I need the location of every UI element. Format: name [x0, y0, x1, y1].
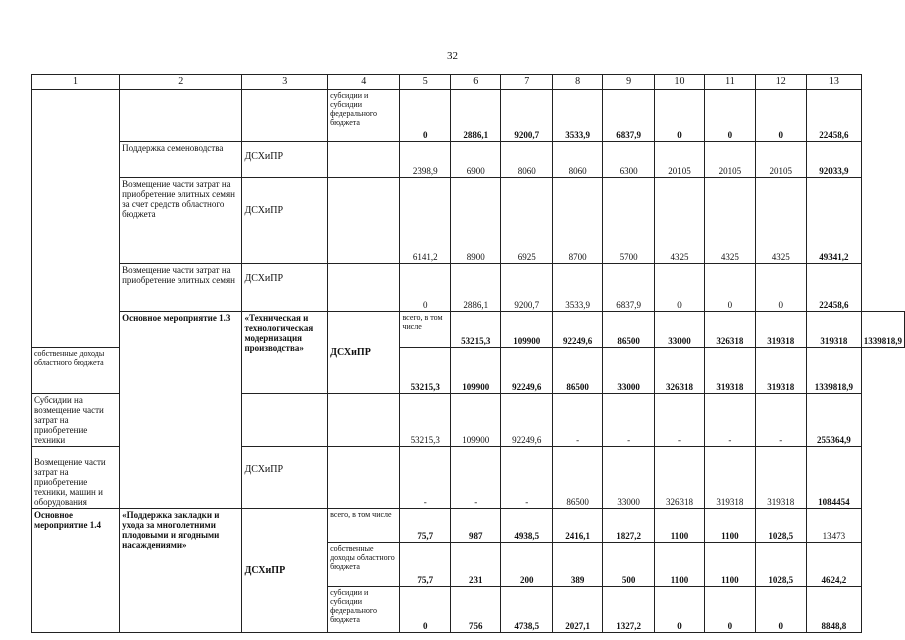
- value-cell: 92033,9: [807, 142, 862, 178]
- measure-name: «Поддержка закладки и ухода за многолетними плодовыми и ягодными насаждениями»: [120, 509, 242, 633]
- value-cell: 4325: [705, 178, 755, 264]
- value-cell: 756: [450, 587, 501, 633]
- source-cell: [328, 142, 400, 178]
- value-cell: 0: [705, 264, 755, 312]
- value-cell: 0: [400, 264, 451, 312]
- header-cell: 2: [120, 75, 242, 90]
- exec-cell: ДСХиПР: [242, 447, 328, 509]
- value-cell: 1100: [705, 509, 755, 543]
- value-cell: 2416,1: [552, 509, 603, 543]
- exec-cell: ДСХиПР: [242, 178, 328, 264]
- header-cell: 12: [755, 75, 806, 90]
- budget-table: [31, 74, 905, 633]
- value-cell: 326318: [705, 312, 755, 348]
- value-cell: 6900: [450, 142, 501, 178]
- measure-label: Основное мероприятие 1.3: [120, 312, 242, 509]
- value-cell: 4325: [755, 178, 806, 264]
- value-cell: 1028,5: [755, 543, 806, 587]
- value-cell: 53215,3: [400, 394, 451, 447]
- value-cell: 6837,9: [603, 264, 654, 312]
- value-cell: 200: [501, 543, 552, 587]
- value-cell: 6925: [501, 178, 552, 264]
- value-cell: -: [400, 447, 451, 509]
- value-cell: 1827,2: [603, 509, 654, 543]
- header-cell: 13: [807, 75, 862, 90]
- value-cell: 22458,6: [807, 264, 862, 312]
- header-cell: 9: [603, 75, 654, 90]
- value-cell: 4624,2: [807, 543, 862, 587]
- value-cell: 500: [603, 543, 654, 587]
- value-cell: -: [552, 394, 603, 447]
- name-cell: Поддержка семеноводства: [120, 142, 242, 178]
- source-cell: субсидии и субсидии федерального бюджета: [328, 587, 400, 633]
- value-cell: 20105: [705, 142, 755, 178]
- source-cell: субсидии и субсидии федерального бюджета: [328, 90, 400, 142]
- value-cell: 33000: [603, 348, 654, 394]
- value-cell: 86500: [552, 348, 603, 394]
- table-row: [32, 264, 905, 312]
- name-cell: [120, 90, 242, 142]
- value-cell: 0: [755, 264, 806, 312]
- label-cell: [32, 90, 120, 348]
- value-cell: 1100: [654, 509, 704, 543]
- value-cell: 53215,3: [400, 348, 451, 394]
- value-cell: 92249,6: [552, 312, 603, 348]
- exec-cell: [242, 394, 328, 447]
- value-cell: 0: [400, 587, 451, 633]
- page-number: 32: [447, 50, 458, 62]
- value-cell: 109900: [450, 348, 501, 394]
- value-cell: 6837,9: [603, 90, 654, 142]
- header-cell: 3: [242, 75, 328, 90]
- value-cell: 2886,1: [450, 264, 501, 312]
- value-cell: 2027,1: [552, 587, 603, 633]
- value-cell: 33000: [603, 447, 654, 509]
- measure-name: «Техническая и технологическая модернизация производства»: [242, 312, 328, 394]
- table-row: [32, 90, 905, 142]
- value-cell: 987: [450, 509, 501, 543]
- value-cell: 8060: [501, 142, 552, 178]
- header-cell: 1: [32, 75, 120, 90]
- value-cell: 0: [400, 90, 451, 142]
- exec-cell: [242, 90, 328, 142]
- value-cell: 109900: [450, 394, 501, 447]
- table-row: [32, 509, 905, 543]
- value-cell: 326318: [654, 348, 704, 394]
- value-cell: 3533,9: [552, 90, 603, 142]
- value-cell: 319318: [807, 312, 862, 348]
- value-cell: 255364,9: [807, 394, 862, 447]
- value-cell: 13473: [807, 509, 862, 543]
- value-cell: 319318: [705, 447, 755, 509]
- value-cell: 92249,6: [501, 394, 552, 447]
- value-cell: 4325: [654, 178, 704, 264]
- value-cell: 0: [654, 90, 704, 142]
- value-cell: 49341,2: [807, 178, 862, 264]
- value-cell: -: [654, 394, 704, 447]
- value-cell: 0: [654, 587, 704, 633]
- value-cell: 86500: [552, 447, 603, 509]
- value-cell: 0: [755, 90, 806, 142]
- header-cell: 4: [328, 75, 400, 90]
- header-cell: 7: [501, 75, 552, 90]
- value-cell: 1327,2: [603, 587, 654, 633]
- value-cell: 2886,1: [450, 90, 501, 142]
- value-cell: -: [603, 394, 654, 447]
- value-cell: 2398,9: [400, 142, 451, 178]
- value-cell: 319318: [755, 348, 806, 394]
- source-cell: всего, в том числе: [400, 312, 451, 348]
- header-cell: 5: [400, 75, 451, 90]
- value-cell: 231: [450, 543, 501, 587]
- source-cell: [328, 394, 400, 447]
- source-cell: [328, 178, 400, 264]
- value-cell: 4738,5: [501, 587, 552, 633]
- source-cell: [328, 447, 400, 509]
- value-cell: 4938,5: [501, 509, 552, 543]
- value-cell: 6141,2: [400, 178, 451, 264]
- value-cell: 75,7: [400, 509, 451, 543]
- value-cell: 326318: [654, 447, 704, 509]
- value-cell: 9200,7: [501, 90, 552, 142]
- header-row: [32, 75, 905, 90]
- value-cell: 0: [705, 587, 755, 633]
- header-cell: 8: [552, 75, 603, 90]
- exec-cell: ДСХиПР: [328, 312, 400, 394]
- source-cell: [328, 264, 400, 312]
- value-cell: 1084454: [807, 447, 862, 509]
- value-cell: 389: [552, 543, 603, 587]
- value-cell: -: [450, 447, 501, 509]
- value-cell: 0: [654, 264, 704, 312]
- value-cell: 319318: [755, 447, 806, 509]
- value-cell: 1100: [705, 543, 755, 587]
- value-cell: 33000: [654, 312, 704, 348]
- measure-label: Основное мероприятие 1.4: [32, 509, 120, 633]
- value-cell: 3533,9: [552, 264, 603, 312]
- value-cell: 1339818,9: [807, 348, 862, 394]
- value-cell: 1339818,9: [861, 312, 904, 348]
- value-cell: 9200,7: [501, 264, 552, 312]
- value-cell: 53215,3: [450, 312, 501, 348]
- value-cell: 75,7: [400, 543, 451, 587]
- value-cell: 8900: [450, 178, 501, 264]
- value-cell: 1100: [654, 543, 704, 587]
- value-cell: -: [755, 394, 806, 447]
- value-cell: 8700: [552, 178, 603, 264]
- header-cell: 11: [705, 75, 755, 90]
- value-cell: 8848,8: [807, 587, 862, 633]
- name-cell: Возмещение части затрат на приобретение техники, машин и оборудования: [32, 447, 120, 509]
- value-cell: 86500: [603, 312, 654, 348]
- name-cell: Возмещение части затрат на приобретение элитных семян за счет средств областного бюджета: [120, 178, 242, 264]
- value-cell: 5700: [603, 178, 654, 264]
- exec-cell: ДСХиПР: [242, 142, 328, 178]
- value-cell: 0: [755, 587, 806, 633]
- header-cell: 6: [450, 75, 501, 90]
- value-cell: -: [705, 394, 755, 447]
- value-cell: 22458,6: [807, 90, 862, 142]
- value-cell: 0: [705, 90, 755, 142]
- value-cell: -: [501, 447, 552, 509]
- exec-cell: ДСХиПР: [242, 264, 328, 312]
- table-row: [32, 178, 905, 264]
- value-cell: 20105: [755, 142, 806, 178]
- value-cell: 319318: [705, 348, 755, 394]
- table-row: [32, 312, 905, 348]
- name-cell: Возмещение части затрат на приобретение элитных семян: [120, 264, 242, 312]
- value-cell: 6300: [603, 142, 654, 178]
- source-cell: всего, в том числе: [328, 509, 400, 543]
- value-cell: 109900: [501, 312, 552, 348]
- exec-cell: ДСХиПР: [242, 509, 328, 633]
- value-cell: 92249,6: [501, 348, 552, 394]
- value-cell: 8060: [552, 142, 603, 178]
- value-cell: 319318: [755, 312, 806, 348]
- source-cell: собственные доходы областного бюджета: [32, 348, 120, 394]
- table-row: [32, 142, 905, 178]
- value-cell: 1028,5: [755, 509, 806, 543]
- value-cell: 20105: [654, 142, 704, 178]
- name-cell: Субсидии на возмещение части затрат на приобретение техники: [32, 394, 120, 447]
- header-cell: 10: [654, 75, 704, 90]
- source-cell: собственные доходы областного бюджета: [328, 543, 400, 587]
